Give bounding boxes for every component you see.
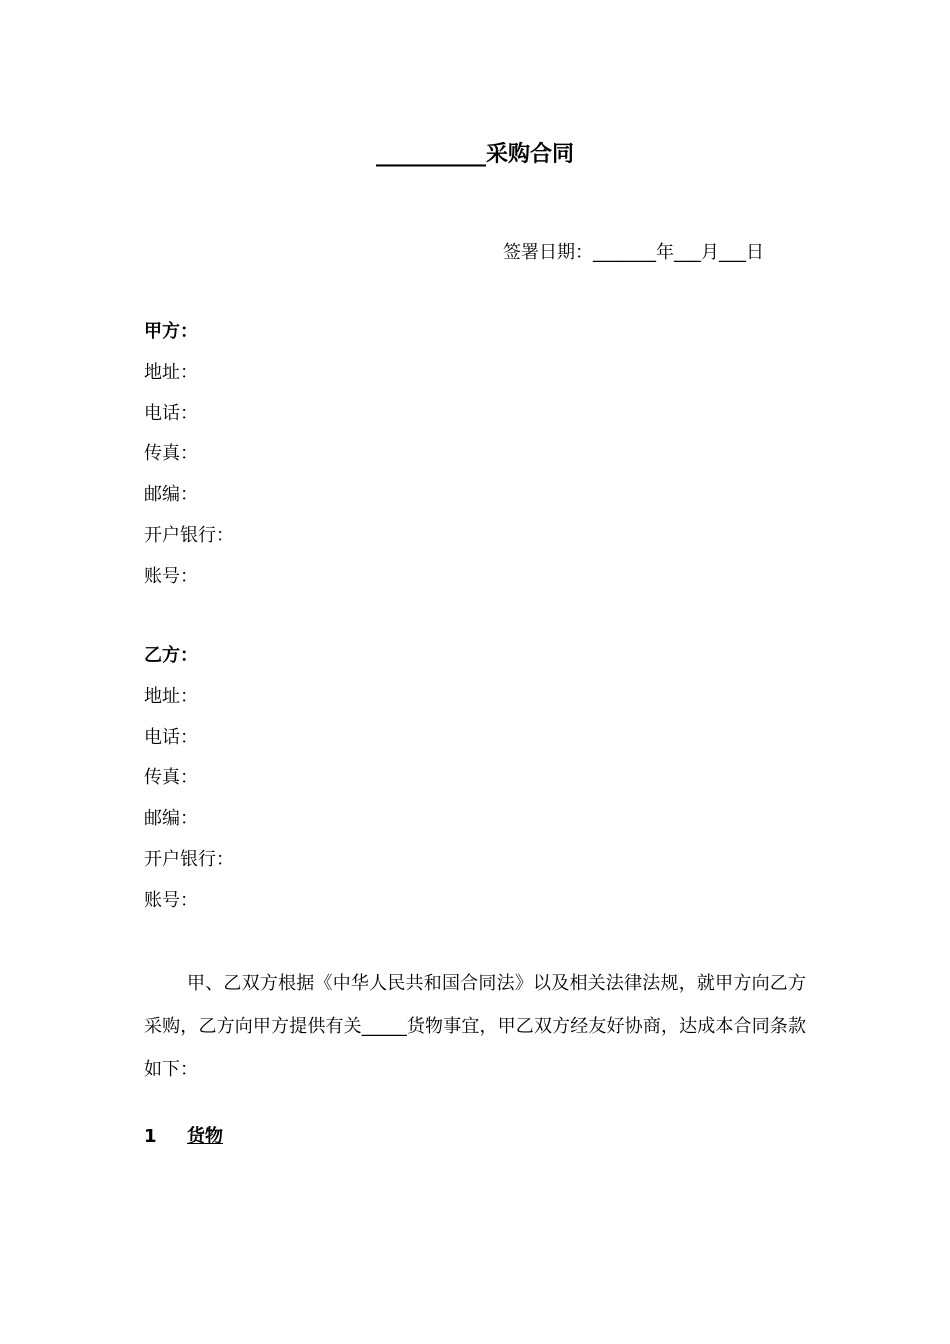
section-1-heading [144,1124,223,1150]
party-a-fax: 传真： [144,443,198,465]
party-b-address: 地址： [144,685,198,707]
party-a-phone: 电话： [144,402,198,424]
party-b-account: 账号： [144,889,198,911]
party-a-postcode: 邮编： [144,484,198,506]
section-1-title: 货物 [187,1126,223,1147]
party-b-postcode: 邮编： [144,808,198,830]
sign-date: 签署日期：_______年___月___日 [503,242,764,263]
party-a-address: 地址： [144,361,198,383]
contract-title: __________采购合同 [375,142,574,167]
party-b-heading: 乙方： [144,645,198,666]
party-b-block [144,643,804,929]
party-a-bank: 开户银行： [144,524,234,546]
party-a-heading: 甲方： [144,321,198,342]
section-1-number: 1 [144,1126,157,1147]
party-b-bank: 开户银行： [144,848,234,870]
party-a-block [144,319,804,605]
party-a-account: 账号： [144,565,198,587]
party-b-phone: 电话： [144,726,198,748]
party-b-fax: 传真： [144,767,198,789]
intro-paragraph: 甲、乙双方根据《中华人民共和国合同法》以及相关法律法规，就甲方向乙方采购，乙方向甲方提供有关_____货物事宜，甲乙双方经友好协商，达成本合同条款如下： [144,973,806,1080]
